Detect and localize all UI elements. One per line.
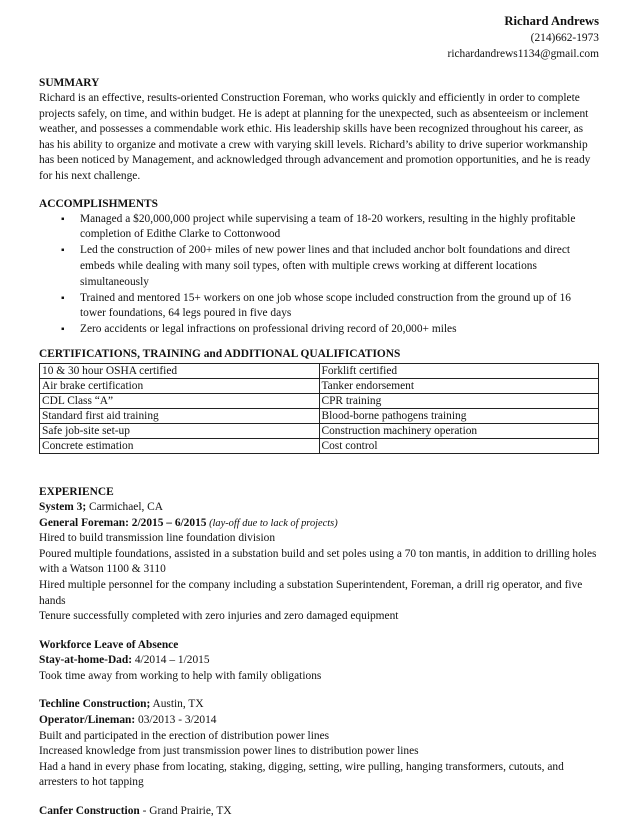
job-entry bbox=[39, 638, 599, 685]
job-duty: Poured multiple foundations, assisted in a substation build and set poles using a 70 ton mantis, in addition to drilling holes with a Watson 1100 & 3110 bbox=[39, 547, 597, 576]
job-entry bbox=[39, 697, 599, 791]
certifications-heading: CERTIFICATIONS, TRAINING and ADDITIONAL QUALIFICATIONS bbox=[39, 347, 401, 360]
table-cell: Cost control bbox=[319, 438, 599, 453]
job-dates: 03/2013 - 3/2014 bbox=[135, 714, 217, 727]
job-role-line bbox=[39, 516, 599, 532]
table-cell: Safe job-site set-up bbox=[40, 423, 320, 438]
job-duty: Built and participated in the erection of distribution power lines bbox=[39, 729, 330, 742]
accomplishment-item: ▪ Managed a $20,000,000 project while supervising a team of 18-20 workers, resulting in the highly profitable completion of Edithe Clarke to Cottonwood bbox=[61, 212, 599, 244]
table-row bbox=[40, 378, 599, 393]
summary-text: Richard is an effective, results-oriented Construction Foreman, who works quickly and efficiently in order to complete projects safely, on time, and within budget. He is adept at planning for the unexpected, such as absenteeism or inclement weather, and possesses a commendable work ethic. His leadership skills have been recognized throughout his career, as has his ability to organize and motivate a crew with varying skill levels. Richard’s ability to drive superior workmanship has been noticed by Management, and acknowledged through advancement and promotion opportunities, and he is ready for his next challenge. bbox=[39, 92, 591, 182]
job-role: General Foreman: 2/2015 – 6/2015 bbox=[39, 516, 207, 529]
job-company-line bbox=[39, 638, 599, 654]
job-company-line bbox=[39, 804, 599, 820]
job-duty: Hired to build transmission line foundation division bbox=[39, 532, 276, 545]
table-cell: Air brake certification bbox=[40, 378, 320, 393]
job-duty: Tenure successfully completed with zero injuries and zero damaged equipment bbox=[39, 610, 399, 623]
job-role: Operator/Lineman: bbox=[39, 714, 136, 727]
job-duty: Increased knowledge from just transmission power lines to distribution power lines bbox=[39, 745, 419, 758]
job-dates: 4/2014 – 1/2015 bbox=[132, 654, 210, 667]
job-location: Austin, TX bbox=[150, 698, 204, 711]
resume-page bbox=[39, 0, 599, 820]
job-location: - Grand Prairie, TX bbox=[139, 805, 232, 818]
table-row bbox=[40, 423, 599, 438]
job-company: Canfer Construction bbox=[39, 805, 140, 818]
table-cell: Standard first aid training bbox=[40, 408, 320, 423]
table-cell: 10 & 30 hour OSHA certified bbox=[40, 363, 320, 378]
table-cell: Blood-borne pathogens training bbox=[319, 408, 599, 423]
job-duty: Hired multiple personnel for the company including a substation Superintendent, Foreman, a drill rig operator, and five hands bbox=[39, 578, 583, 607]
accomplishments-list bbox=[39, 212, 599, 338]
summary-heading: SUMMARY bbox=[39, 77, 100, 89]
job-company: Techline Construction; bbox=[39, 698, 151, 711]
job-company-line bbox=[39, 697, 599, 713]
table-cell: Tanker endorsement bbox=[319, 378, 599, 393]
table-cell: Concrete estimation bbox=[40, 438, 320, 453]
job-company: Workforce Leave of Absence bbox=[39, 638, 179, 651]
accomplishment-item: ▪ Trained and mentored 15+ workers on one job whose scope included construction from the ground up of 16 tower foundations, 64 legs poured in five days bbox=[61, 291, 599, 323]
candidate-name: Richard Andrews bbox=[504, 14, 599, 28]
table-cell: CDL Class “A” bbox=[40, 393, 320, 408]
table-row bbox=[40, 408, 599, 423]
job-role-line bbox=[39, 713, 599, 729]
certifications-table bbox=[39, 363, 599, 454]
candidate-email: richardandrews1134@gmail.com bbox=[447, 48, 599, 60]
job-duty: Had a hand in every phase from locating, staking, digging, setting, wire pulling, hanging transformers, cutouts, and arresters to hot tapping bbox=[39, 760, 564, 789]
job-role-line bbox=[39, 653, 599, 669]
job-note: (lay-off due to lack of projects) bbox=[206, 517, 338, 529]
experience-heading: EXPERIENCE bbox=[39, 485, 114, 498]
job-company: System 3; bbox=[39, 500, 87, 513]
accomplishment-item: ▪ Zero accidents or legal infractions on professional driving record of 20,000+ miles bbox=[61, 322, 599, 338]
accomplishments-heading: ACCOMPLISHMENTS bbox=[39, 197, 158, 210]
table-cell: Forklift certified bbox=[319, 363, 599, 378]
table-row bbox=[40, 363, 599, 378]
resume-header bbox=[39, 12, 599, 62]
accomplishment-item: ▪ Led the construction of 200+ miles of new power lines and that included anchor bolt foundations and direct embeds while dealing with many soil types, often with multiple crews working at different locations simultaneously bbox=[61, 243, 599, 290]
job-role: Stay-at-home-Dad: bbox=[39, 654, 133, 667]
job-entry bbox=[39, 500, 599, 625]
table-cell: CPR training bbox=[319, 393, 599, 408]
table-cell: Construction machinery operation bbox=[319, 423, 599, 438]
candidate-phone: (214)662-1973 bbox=[530, 32, 599, 44]
job-company-line bbox=[39, 500, 599, 516]
table-row bbox=[40, 438, 599, 453]
job-entry bbox=[39, 804, 599, 820]
table-row bbox=[40, 393, 599, 408]
job-duty: Took time away from working to help with family obligations bbox=[39, 669, 322, 682]
job-location: Carmichael, CA bbox=[86, 500, 164, 513]
